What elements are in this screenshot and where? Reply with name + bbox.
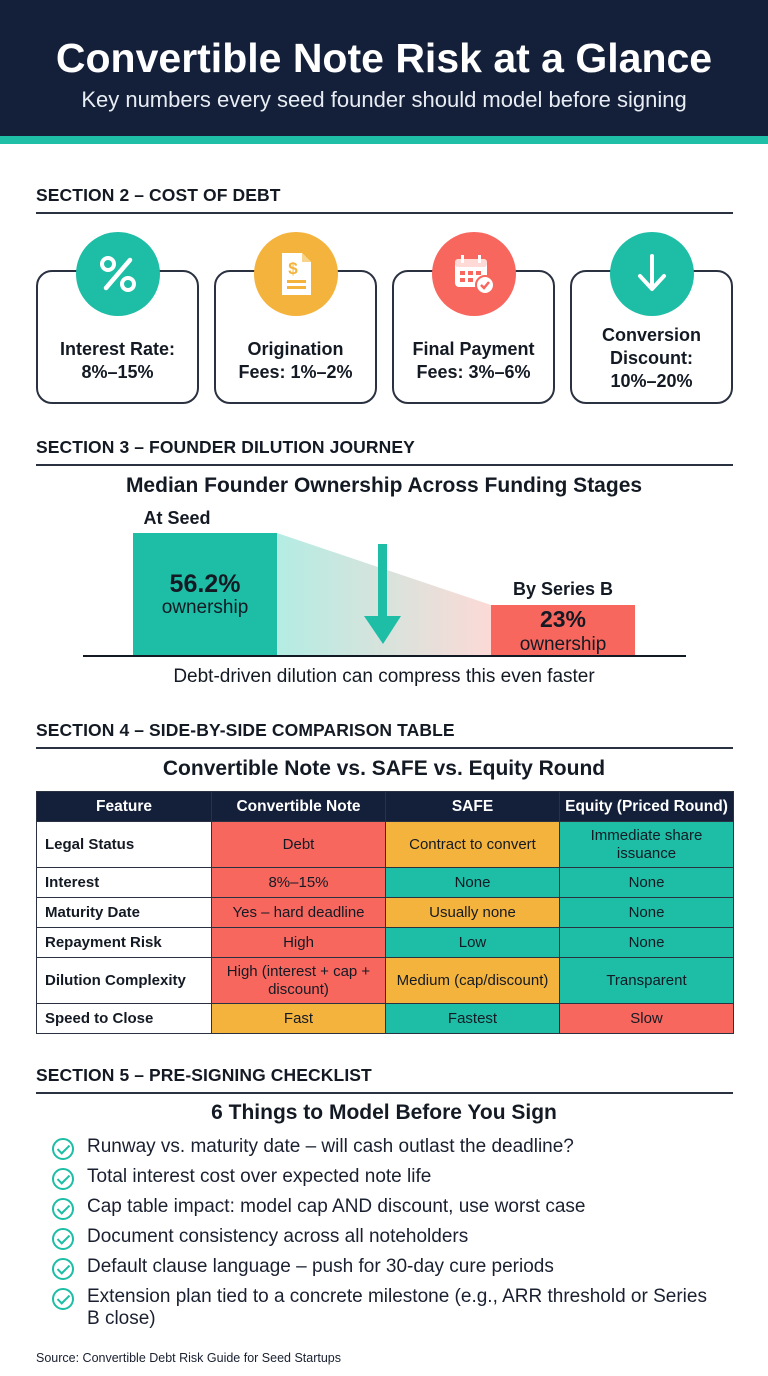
section-3-title: SECTION 3 – FOUNDER DILUTION JOURNEY — [36, 436, 733, 466]
at-seed-value: 56.2% — [169, 570, 241, 598]
chart-caption: Debt-driven dilution can compress this even faster — [173, 666, 595, 687]
table-cell: Transparent — [560, 958, 734, 1004]
check-circle-icon — [52, 1138, 74, 1160]
page-subtitle: Key numbers every seed founder should model before signing — [81, 87, 687, 112]
checklist-title: 6 Things to Model Before You Sign — [211, 1101, 557, 1124]
table-header-row — [37, 792, 734, 822]
checklist-item-label: Document consistency across all noteholders — [87, 1226, 469, 1247]
table-row — [37, 898, 734, 928]
arrow-shaft — [378, 544, 387, 618]
table-title: Convertible Note vs. SAFE vs. Equity Round — [162, 757, 606, 780]
table-row — [37, 868, 734, 898]
checklist-item-label: Default clause language – push for 30-day cure periods — [87, 1256, 554, 1277]
page-title: Convertible Note Risk at a Glance — [55, 35, 713, 81]
comparison-table — [36, 791, 734, 1034]
checklist-item-label: Runway vs. maturity date – will cash outlast the deadline? — [87, 1136, 574, 1157]
checklist-item-label: Total interest cost over expected note life — [87, 1166, 432, 1187]
card-line: Interest Rate: — [59, 339, 176, 359]
check-circle-icon — [52, 1198, 74, 1220]
at-seed-label: At Seed — [143, 508, 211, 528]
check-circle-icon — [52, 1288, 74, 1310]
row-feature: Legal Status — [37, 822, 212, 868]
table-cell: Debt — [212, 822, 386, 868]
chart-title: Median Founder Ownership Across Funding Stages — [125, 474, 643, 497]
card-line: Fees: 3%–6% — [416, 362, 531, 382]
table-cell: Contract to convert — [386, 822, 560, 868]
card-line: Discount: — [610, 348, 693, 368]
table-cell: Fast — [212, 1004, 386, 1034]
table-cell: None — [560, 898, 734, 928]
row-feature: Speed to Close — [37, 1004, 212, 1034]
table-row — [37, 1004, 734, 1034]
table-cell: Low — [386, 928, 560, 958]
header-safe: SAFE — [386, 792, 560, 822]
check-circle-icon — [52, 1168, 74, 1190]
table-cell: Medium (cap/discount) — [386, 958, 560, 1004]
row-feature: Maturity Date — [37, 898, 212, 928]
card-line: 10%–20% — [610, 371, 693, 391]
checklist-item-label: Extension plan tied to a concrete milestone (e.g., ARR threshold or Series B close) — [87, 1286, 707, 1329]
table-cell: Immediate share issuance — [560, 822, 734, 868]
header-equity: Equity (Priced Round) — [560, 792, 734, 822]
table-cell: High — [212, 928, 386, 958]
table-cell: High (interest + cap + discount) — [212, 958, 386, 1004]
table-row — [37, 958, 734, 1004]
card-line: 8%–15% — [81, 362, 154, 382]
header-convertible-note: Convertible Note — [212, 792, 386, 822]
card-line: Origination — [247, 339, 344, 359]
checklist-item-label: Cap table impact: model cap AND discount, use worst case — [87, 1196, 586, 1217]
header-feature: Feature — [37, 792, 212, 822]
table-cell: Usually none — [386, 898, 560, 928]
table-cell: 8%–15% — [212, 868, 386, 898]
by-series-b-unit: ownership — [519, 634, 607, 655]
row-feature: Repayment Risk — [37, 928, 212, 958]
at-seed-unit: ownership — [161, 597, 249, 618]
row-feature: Interest — [37, 868, 212, 898]
svg-text:$: $ — [288, 259, 298, 278]
check-circle-icon — [52, 1228, 74, 1250]
table-cell: None — [560, 928, 734, 958]
row-feature: Dilution Complexity — [37, 958, 212, 1004]
arrow-down-icon — [610, 232, 694, 316]
by-series-b-label: By Series B — [512, 579, 614, 599]
source-note: Source: Convertible Debt Risk Guide for Seed Startups — [36, 1351, 342, 1365]
table-cell: None — [560, 868, 734, 898]
card-line: Fees: 1%–2% — [238, 362, 353, 382]
by-series-b-value: 23% — [539, 606, 587, 632]
section-5-title: SECTION 5 – PRE-SIGNING CHECKLIST — [36, 1064, 733, 1094]
table-cell: Fastest — [386, 1004, 560, 1034]
section-4-title: SECTION 4 – SIDE-BY-SIDE COMPARISON TABLE — [36, 719, 733, 749]
table-row — [37, 928, 734, 958]
section-2-title: SECTION 2 – COST OF DEBT — [36, 184, 733, 214]
table-cell: Yes – hard deadline — [212, 898, 386, 928]
calendar-check-icon — [432, 232, 516, 316]
card-line: Conversion — [601, 325, 702, 345]
invoice-dollar-icon — [254, 232, 338, 316]
table-cell: Slow — [560, 1004, 734, 1034]
percent-icon — [76, 232, 160, 316]
dilution-chart — [0, 500, 768, 670]
header-banner — [0, 0, 768, 144]
check-circle-icon — [52, 1258, 74, 1280]
table-row — [37, 822, 734, 868]
table-cell: None — [386, 868, 560, 898]
card-line: Final Payment — [412, 339, 535, 359]
